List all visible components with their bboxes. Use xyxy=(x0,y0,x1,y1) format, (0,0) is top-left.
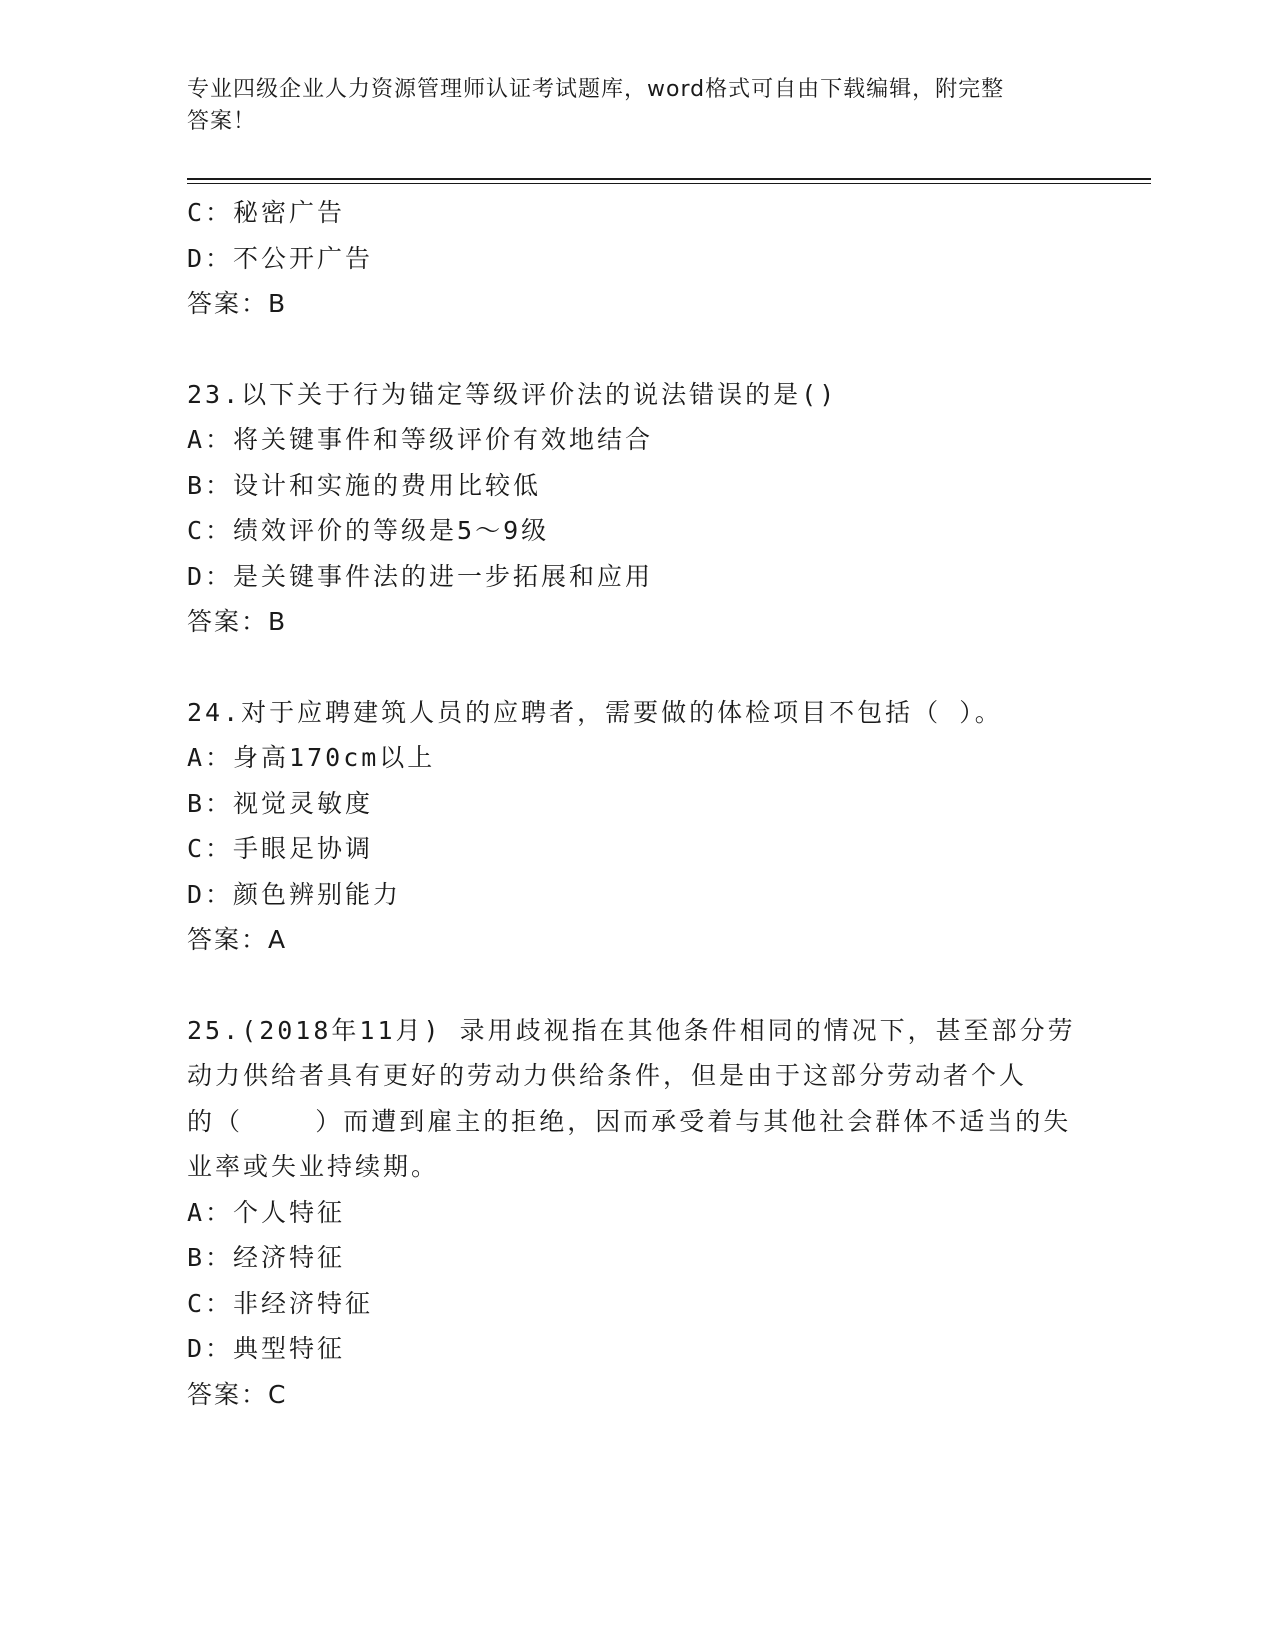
option-a: A：个人特征 xyxy=(187,1197,346,1227)
question-stem-line-3: 的（ ）而遭到雇主的拒绝，因而承受着与其他社会群体不适当的失 xyxy=(187,1106,1072,1136)
option-a: A：将关键事件和等级评价有效地结合 xyxy=(187,425,654,454)
question-24 xyxy=(187,690,1087,963)
answer-line: 答案：B xyxy=(187,289,288,318)
option-c: C：非经济特征 xyxy=(187,1288,374,1318)
option-d: D：典型特征 xyxy=(187,1334,346,1363)
question-stem-line-2: 动力供给者具有更好的劳动力供给条件，但是由于这部分劳动者个人 xyxy=(187,1061,1028,1090)
header-rule-thick xyxy=(187,178,1151,180)
option-b: B：经济特征 xyxy=(187,1243,346,1272)
question-stem: 24.对于应聘建筑人员的应聘者，需要做的体检项目不包括（ ）。 xyxy=(187,697,1003,727)
question-stem: 23.以下关于行为锚定等级评价法的说法错误的是() xyxy=(187,379,838,409)
spacer xyxy=(187,963,1087,1008)
option-d: D：不公开广告 xyxy=(187,243,374,273)
header-rule-thin xyxy=(187,183,1151,184)
option-c: C：秘密广告 xyxy=(187,198,346,227)
question-25 xyxy=(187,1008,1087,1418)
option-b: B：设计和实施的费用比较低 xyxy=(187,470,542,500)
option-c: C：绩效评价的等级是5～9级 xyxy=(187,516,550,545)
option-c: C：手眼足协调 xyxy=(187,834,374,863)
option-a: A：身高170cm以上 xyxy=(187,743,436,772)
option-d: D：是关键事件法的进一步拓展和应用 xyxy=(187,561,654,591)
header-line-1: 专业四级企业人力资源管理师认证考试题库，word格式可自由下载编辑，附完整 xyxy=(187,77,1005,102)
question-content xyxy=(187,190,1087,1417)
question-stem-line-1: 25.(2018年11月) 录用歧视指在其他条件相同的情况下，甚至部分劳 xyxy=(187,1015,1076,1045)
previous-question-tail xyxy=(187,190,1087,327)
question-stem-line-4: 业率或失业持续期。 xyxy=(187,1152,440,1181)
answer-line: 答案：B xyxy=(187,607,288,636)
spacer xyxy=(187,645,1087,690)
answer-line: 答案：A xyxy=(187,925,288,954)
answer-line: 答案：C xyxy=(187,1379,288,1409)
page-header xyxy=(187,74,1067,138)
question-23 xyxy=(187,372,1087,645)
option-b: B：视觉灵敏度 xyxy=(187,788,374,818)
spacer xyxy=(187,327,1087,372)
option-d: D：颜色辨别能力 xyxy=(187,879,402,909)
header-line-2: 答案！ xyxy=(187,109,257,134)
